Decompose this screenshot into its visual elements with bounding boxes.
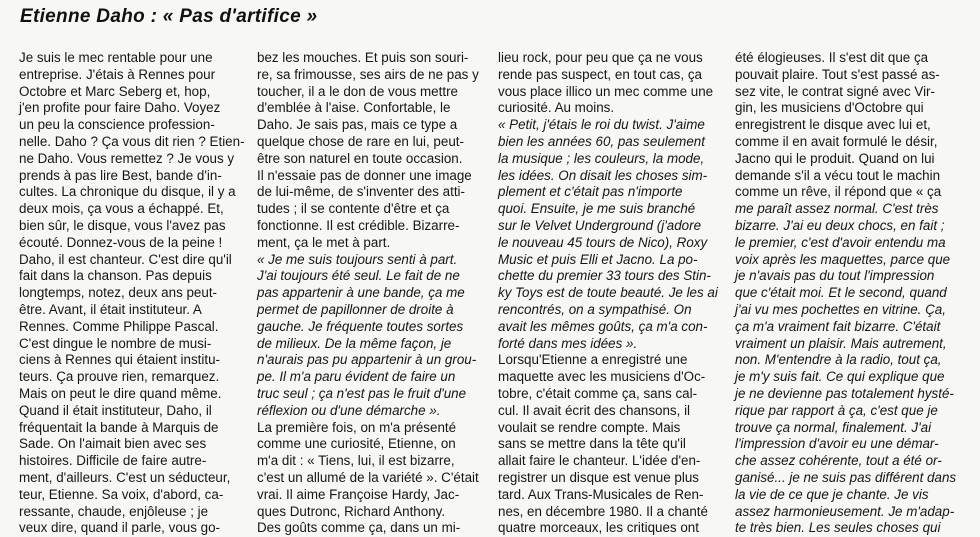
text-line: n'aurais pas pu appartenir à un grou- — [257, 352, 477, 368]
text-line: nelle. Daho ? Ça vous dit rien ? Etien- — [19, 133, 245, 149]
text-line: non. M'entendre à la radio, tout ça, — [735, 352, 942, 368]
text-line: de milieux. De la même façon, je — [257, 335, 452, 351]
text-line: quatre morceaux, les critiques ont — [498, 520, 699, 536]
text-line: voulait se rendre compte. Mais — [498, 419, 681, 435]
text-line: re, sa frimousse, ses airs de ne pas y — [257, 66, 479, 82]
text-line: allait faire le chanteur. L'idée d'en- — [498, 453, 701, 469]
text-line: comme il en avait formulé le désir, — [735, 133, 938, 149]
text-line: Music et puis Elli et Jacno. La po- — [498, 251, 698, 267]
text-line: l'impression d'avoir eu une démar- — [735, 436, 939, 452]
text-line: ça m'a vraiment fait bizarre. C'était — [735, 318, 941, 334]
text-line: c'est un allumé de la variété ». C'était — [257, 469, 479, 485]
text-line: toucher, il a le don de vous mettre — [257, 83, 458, 99]
text-line: Il n'essaie pas de donner une image — [257, 167, 472, 183]
text-line: fréquentait la bande à Marquis de — [19, 419, 219, 435]
text-line: tobre, c'était comme ça, sans cal- — [498, 385, 698, 401]
text-line: quelque chose de rare en lui, peut- — [257, 133, 464, 149]
text-line: écouté. Donnez-vous de la peine ! — [19, 234, 223, 250]
text-line: fonctionne. Il est crédible. Bizarre- — [257, 217, 460, 233]
text-line: cultes. La chronique du disque, il y a — [19, 184, 236, 200]
text-line: cul. Il avait écrit des chansons, il — [498, 402, 691, 418]
text-line: j'ai vu mes pochettes en vitrine. Ça, — [735, 301, 946, 317]
text-line: lieu rock, pour peu que ça ne vous — [498, 50, 703, 65]
text-line: je m'y suis fait. Ce qui explique que — [735, 369, 945, 385]
text-line: sur le Velvet Underground (j'adore — [498, 217, 702, 233]
text-line: me paraît assez normal. C'est très — [735, 201, 939, 217]
text-line: ment, d'ailleurs. C'est un séducteur, — [19, 469, 231, 485]
text-line: truc seul ; ça n'est pas le fruit d'une — [257, 385, 467, 401]
text-line: un peu la conscience profession- — [19, 117, 215, 133]
text-line: veux dire, quand il parle, vous go- — [19, 520, 220, 536]
text-line: les idées. On disait les choses sim- — [498, 167, 708, 183]
text-line: Daho, il est chanteur. C'est dire qu'il — [19, 251, 232, 267]
text-line: réflexion ou d'une démarche ». — [257, 402, 441, 418]
text-line: Quand il était instituteur, Daho, il — [19, 402, 212, 418]
text-line: Des goûts comme ça, dans un mi- — [257, 520, 461, 536]
text-line: d'emblée à l'aise. Confortable, le — [257, 100, 451, 116]
text-line: Mais on peut le dire quand même. — [19, 385, 222, 401]
text-line: comme un rêve, il répond que « ça — [735, 184, 942, 200]
text-line: la musique ; les couleurs, la mode, — [498, 150, 705, 166]
text-line: che assez cohérente, tout a été or- — [735, 453, 942, 469]
text-line: « Je me suis toujours senti à part. — [257, 251, 458, 267]
text-line: C'est dingue le nombre de musi- — [19, 335, 212, 351]
text-line: entreprise. J'étais à Rennes pour — [19, 66, 216, 82]
text-line: Octobre et Marc Seberg et, hop, — [19, 83, 211, 99]
text-line: rencontrés, on a sympathisé. On — [498, 301, 692, 317]
text-line: nes, en décembre 1980. Il a chanté — [498, 503, 708, 519]
text-line: Jacno qui le produit. Quand on lui — [735, 150, 935, 166]
text-line: tard. Aux Trans-Musicales de Ren- — [498, 486, 704, 502]
text-line: ganisé... je ne suis pas différent dans — [735, 469, 957, 485]
article-title: Etienne Daho : « Pas d'artifice » — [20, 6, 318, 27]
text-line: ky Toys est de toute beauté. Je les ai — [498, 285, 718, 301]
text-line: Je suis le mec rentable pour une — [19, 50, 213, 65]
text-line: teurs. Ça prouve rien, remarquez. — [19, 369, 220, 385]
text-line: ment, ça le met à part. — [257, 234, 391, 250]
text-line: voix après les maquettes, parce que — [735, 251, 951, 267]
text-line: que c'était moi. Et le second, quand — [735, 285, 947, 301]
text-line: pe. Il m'a paru évident de faire un — [257, 369, 456, 385]
text-line: chette du premier 33 tours des Stin- — [498, 268, 711, 284]
text-line: trouve ça normal, finalement. J'ai — [735, 419, 932, 435]
text-line: teur, Etienne. Sa voix, d'abord, ca- — [19, 486, 224, 502]
text-line: je ne devienne pas totalement hysté- — [735, 385, 954, 401]
column-2 — [257, 50, 485, 536]
text-line: bizarre. J'ai eu deux chocs, en fait ; — [735, 217, 945, 233]
text-line: enregistrent le disque avec lui et, — [735, 117, 931, 133]
text-line: te très bien. Les seules choses qui — [735, 520, 941, 536]
text-line: Rennes. Comme Philippe Pascal. — [19, 318, 219, 334]
text-line: deux mois, ça vous a échappé. Et, — [19, 201, 224, 217]
text-line: vraiment un plaisir. Mais autrement, — [735, 335, 947, 351]
text-line: ne Daho. Vous remettez ? Je vous y — [19, 150, 235, 166]
text-line: ques Dutronc, Richard Anthony. — [257, 503, 446, 519]
text-line: maquette avec les musiciens d'Oc- — [498, 369, 706, 385]
text-line: le nouveau 45 tours de Nico), Roxy — [498, 234, 708, 250]
text-line: être son naturel en toute occasion. — [257, 150, 463, 166]
text-line: tudes ; il se contente d'être et ça — [257, 201, 450, 217]
text-line: La première fois, on m'a présenté — [257, 419, 457, 435]
text-line: rende pas suspect, en tout cas, ça — [498, 66, 702, 82]
text-line: vrai. Il aime Françoise Hardy, Jac- — [257, 486, 460, 502]
text-line: longtemps, notez, deux ans peut- — [19, 285, 218, 301]
text-line: gin, les musiciens d'Octobre qui — [735, 100, 924, 116]
text-line: le premier, c'est d'avoir entendu ma — [735, 234, 946, 250]
text-line: Lorsqu'Etienne a enregistré une — [498, 352, 688, 368]
text-line: comme une curiosité, Etienne, on — [257, 436, 456, 452]
text-line: de lui-même, de s'inventer des atti- — [257, 184, 465, 200]
text-line: rique par rapport à ça, c'est que je — [735, 402, 938, 418]
text-line: permet de papillonner de droite à — [257, 301, 454, 317]
text-line: ciens à Rennes qui étaient institu- — [19, 352, 220, 368]
text-line: Daho. Je sais pas, mais ce type a — [257, 117, 458, 133]
column-4 — [735, 50, 965, 536]
text-line: registrer un disque est venue plus — [498, 469, 699, 485]
text-line: pouvait plaire. Tout s'est passé as- — [735, 66, 940, 82]
text-line: quoi. Ensuite, je me suis branché — [498, 201, 696, 217]
text-line: gauche. Je fréquente toutes sortes — [257, 318, 464, 334]
text-line: Sade. On l'aimait bien avec ses — [19, 436, 207, 452]
text-line: sans se mettre dans la tête qu'il — [498, 436, 686, 452]
text-line: J'ai toujours été seul. Le fait de ne — [257, 268, 460, 284]
text-line: assez harmonieusement. Je m'adap- — [735, 503, 955, 519]
text-line: ressante, chaude, enjôleuse ; je — [19, 503, 209, 519]
text-line: fait dans la chanson. Pas depuis — [19, 268, 212, 284]
text-line: prends à pas lire Best, bande d'in- — [19, 167, 222, 183]
text-line: bez les mouches. Et puis son souri- — [257, 50, 469, 65]
text-line: demande s'il a vécu tout le machin — [735, 167, 941, 183]
text-line: la vie de ce que je chante. Je vis — [735, 486, 929, 502]
text-line: histoires. Difficile de faire autre- — [19, 453, 207, 469]
text-line: vous place illico un mec comme une — [498, 83, 714, 99]
text-line: pas appartenir à une bande, ça me — [257, 285, 465, 301]
text-line: être. Avant, il était instituteur. A — [19, 301, 202, 317]
text-line: été élogieuses. Il s'est dit que ça — [735, 50, 929, 65]
text-line: bien les années 60, pas seulement — [498, 133, 705, 149]
text-line: curiosité. Au moins. — [498, 100, 615, 116]
column-3 — [498, 50, 726, 536]
column-1 — [19, 50, 245, 536]
text-line: sez vite, le contrat signé avec Vir- — [735, 83, 935, 99]
text-line: bien sûr, le disque, vous l'avez pas — [19, 217, 226, 233]
text-line: plement et c'était pas n'importe — [498, 184, 683, 200]
text-line: forté dans mes idées ». — [498, 335, 638, 351]
text-line: j'en profite pour faire Daho. Voyez — [19, 100, 221, 116]
text-line: avait les mêmes goûts, ça m'a con- — [498, 318, 708, 334]
text-line: « Petit, j'étais le roi du twist. J'aime — [498, 117, 705, 133]
text-line: je n'avais pas du tout l'impression — [735, 268, 935, 284]
text-line: m'a dit : « Tiens, lui, il est bizarre, — [257, 453, 455, 469]
